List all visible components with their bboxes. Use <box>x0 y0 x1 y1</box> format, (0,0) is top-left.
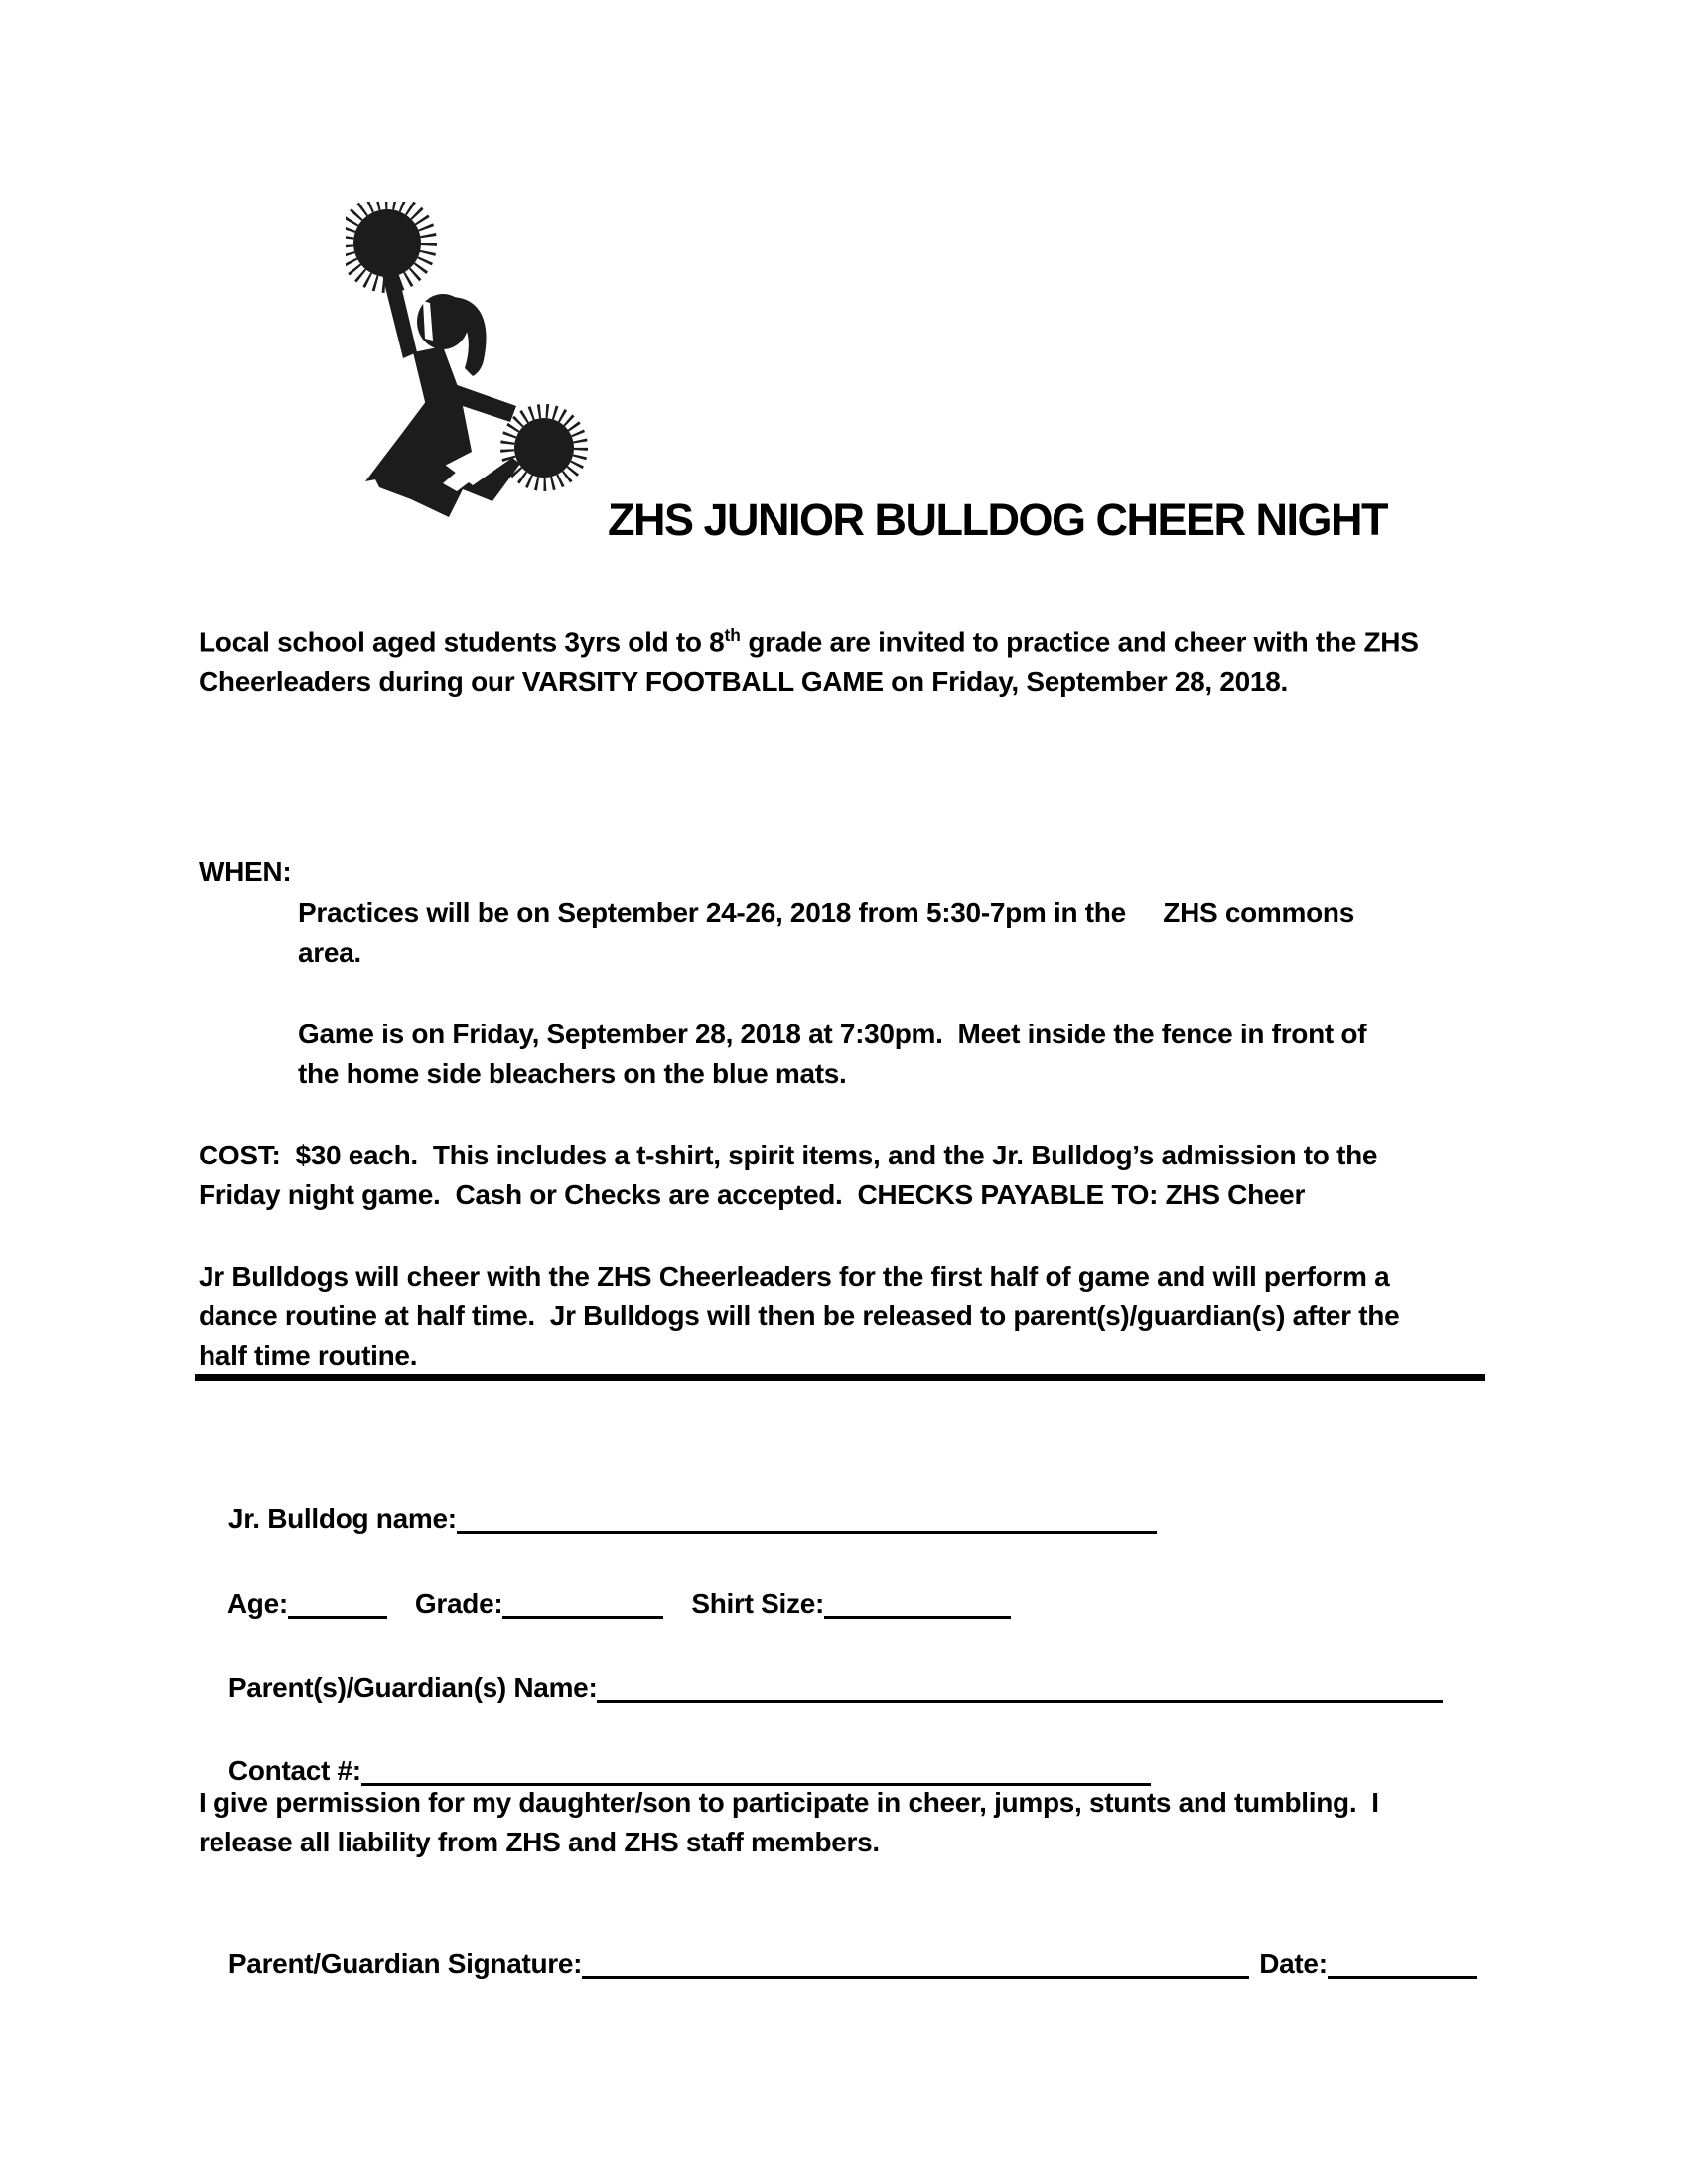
release-line-3: half time routine. <box>199 1340 418 1371</box>
contact-label: Contact #: <box>227 1755 361 1786</box>
release-line-2: dance routine at half time. Jr Bulldogs will then be released to parent(s)/guardian(s) after the <box>199 1300 1400 1331</box>
grade-field <box>502 1614 663 1619</box>
when-heading: WHEN: <box>199 856 292 887</box>
intro-line-2: Cheerleaders during our VARSITY FOOTBALL GAME on Friday, September 28, 2018. <box>199 666 1288 698</box>
cost-paragraph <box>199 1136 1377 1215</box>
signature-field <box>582 1974 1249 1979</box>
date-field <box>1328 1974 1477 1979</box>
shirt-size-label: Shirt Size: <box>691 1588 824 1619</box>
signature-row <box>199 1904 1477 2023</box>
page-title: ZHS JUNIOR BULLDOG CHEER NIGHT <box>608 494 1388 545</box>
date-label: Date: <box>1259 1948 1328 1979</box>
signature-label: Parent/Guardian Signature: <box>227 1948 583 1979</box>
superscript-th: th <box>724 625 741 645</box>
game-line-1: Game is on Friday, September 28, 2018 at 7:30pm. Meet inside the fence in front of <box>298 1019 1367 1049</box>
intro-line-1: Local school aged students 3yrs old to 8th grade are invited to practice and cheer with the ZHS <box>199 625 1419 658</box>
cheerleader-silhouette-icon <box>346 202 594 519</box>
practice-paragraph <box>298 893 1354 973</box>
release-line-1: Jr Bulldogs will cheer with the ZHS Cheerleaders for the first half of game and will perform a <box>199 1261 1390 1292</box>
intro-paragraph <box>199 615 1419 702</box>
permission-line-1: I give permission for my daughter/son to participate in cheer, jumps, stunts and tumbling. I <box>199 1787 1379 1818</box>
age-label: Age: <box>226 1588 288 1619</box>
release-paragraph <box>199 1257 1399 1376</box>
practice-line-1: Practices will be on September 24-26, 2018 from 5:30-7pm in the ZHS commons <box>298 897 1354 928</box>
permission-paragraph <box>199 1783 1379 1862</box>
shirt-size-field <box>824 1614 1011 1619</box>
parent-name-label: Parent(s)/Guardian(s) Name: <box>227 1672 598 1703</box>
bulldog-name-field <box>457 1529 1157 1534</box>
cheerleader-image <box>346 202 594 519</box>
section-divider <box>195 1374 1485 1381</box>
age-field <box>288 1614 387 1619</box>
permission-line-2: release all liability from ZHS and ZHS staff members. <box>199 1827 880 1857</box>
game-line-2: the home side bleachers on the blue mats. <box>298 1058 847 1089</box>
practice-line-2: area. <box>298 937 361 968</box>
parent-name-field <box>597 1698 1443 1703</box>
grade-label: Grade: <box>414 1588 503 1619</box>
cost-line-2: Friday night game. Cash or Checks are accepted. CHECKS PAYABLE TO: ZHS Cheer <box>199 1179 1306 1210</box>
bulldog-name-label: Jr. Bulldog name: <box>227 1503 457 1534</box>
game-paragraph <box>298 1015 1366 1094</box>
cost-line-1: COST: $30 each. This includes a t-shirt, spirit items, and the Jr. Bulldog’s admission to the <box>199 1140 1378 1170</box>
